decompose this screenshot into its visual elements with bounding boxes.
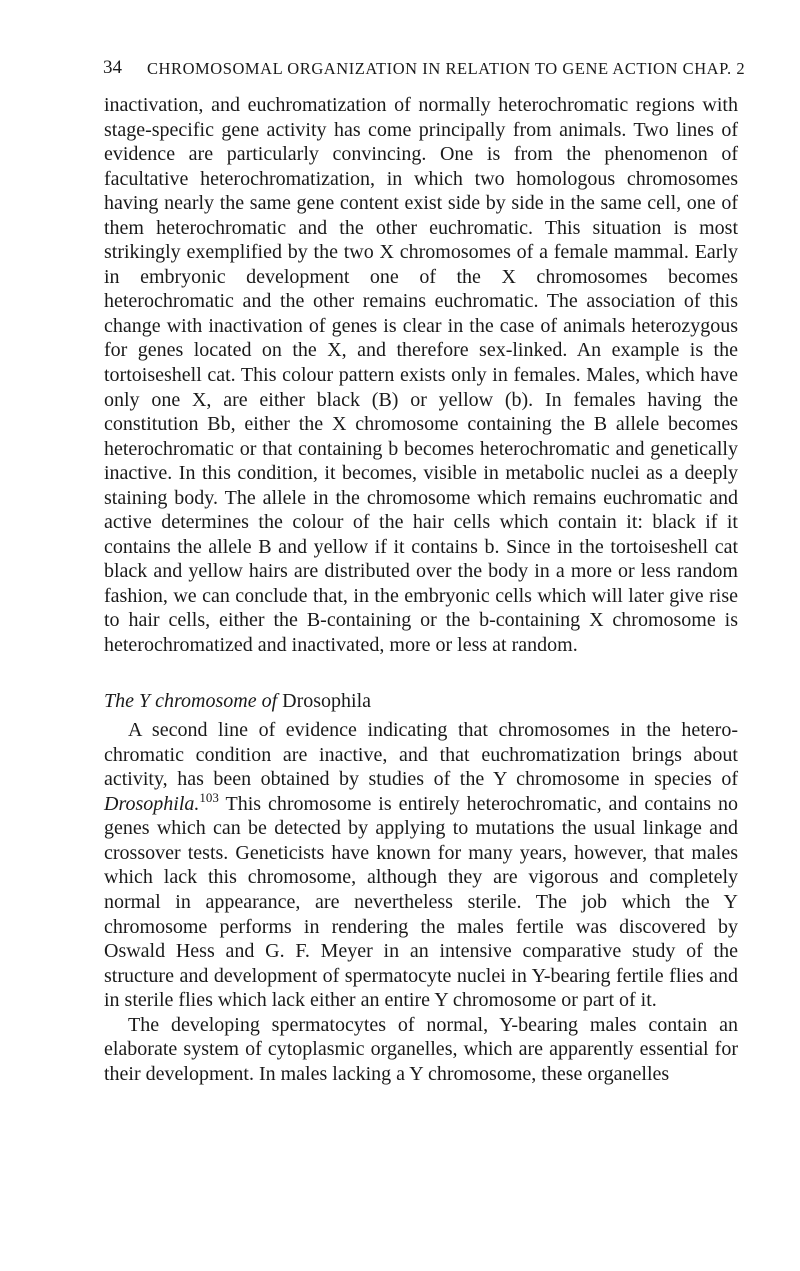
- paragraph-spermatocytes: The developing spermatocytes of normal, Y-bearing males contain an elaborate system of cytoplasmic organelles, which are apparently essential for their development. In males lacking a Y chromosome, these organelles: [104, 1013, 738, 1085]
- body-text: [104, 93, 738, 1086]
- section-heading-italic: The Y chromosome of: [104, 689, 278, 712]
- section-heading: [104, 689, 738, 714]
- section-heading-genus: Drosophila: [282, 689, 372, 712]
- paragraph-y-chromosome: [104, 718, 738, 1013]
- page-number: 34: [103, 57, 122, 78]
- paragraph-facultative-heterochromatization: inactivation, and euchromatization of normally heterochromatic regions with stage-specific gene activity has come principally from animals. Two lines of evidence are particularly convincing. One is from the phenomenon of facultative heterochromatization, in which two homologous chromosomes having nearly the same gene content exist side by side in the same cell, one of them heterochromatic and the other euchromatic. This situation is most strikingly exemplified by the two X chromosomes of a female mammal. Early in embryonic development one of the X chromosomes becomes heterochromatic and the other remains euchromatic. The association of this change with inactivation of genes is clear in the case of animals heterozygous for genes located on the X, and therefore sex-linked. An example is the tortoiseshell cat. This colour pattern exists only in females. Males, which have only one X, are either black (B) or yellow (b). In females having the constitution Bb, either the X chromosome containing the B allele becomes heterochromatic or that containing b becomes heterochromatic and genetically inactive. In this condition, it becomes, visible in metabolic nuclei as a deeply staining body. The allele in the chromosome which remains euchromatic and active determines the colour of the hair cells which contain it: black if it contains the allele B and yellow if it contains b. Since in the tortoiseshell cat black and yellow hairs are distributed over the body in a more or less random fashion, we can conclude that, in the embryonic cells which will later give rise to hair cells, either the B-containing or the b-containing X chromosome is heterochromatized and inactivated, more or less at random.: [104, 94, 738, 657]
- running-header: [103, 56, 746, 80]
- running-title: CHROMOSOMAL ORGANIZATION IN RELATION TO GENE ACTION CHAP. 2: [147, 59, 746, 78]
- reference-superscript: 103: [199, 789, 219, 805]
- paragraph-y-chromosome-rest: This chromosome is entirely heterochromatic, and contains no genes which can be detected by applying to mutations the usual linkage and crossover tests. Geneticists have known for many years, however, that males which lack this chromosome, although they are vigorous and completely normal in appearance, are nevertheless sterile. The job which the Y chromosome performs in rendering the males fertile was discovered by Oswald Hess and G. F. Meyer in an intensive comparative study of the structure and development of spermatocyte nuclei in Y-bearing fertile flies and in sterile flies which lack either an entire Y chromosome or part of it.: [104, 792, 739, 1012]
- paragraph-y-chromosome-start: A second line of evidence indicating that chromosomes in the heterochromatic condition are inactive, and that euchromatization brings about activity, has been obtained by studies of the Y chromosome in species of: [104, 719, 738, 791]
- genus-name-drosophila: Drosophila.: [104, 792, 200, 815]
